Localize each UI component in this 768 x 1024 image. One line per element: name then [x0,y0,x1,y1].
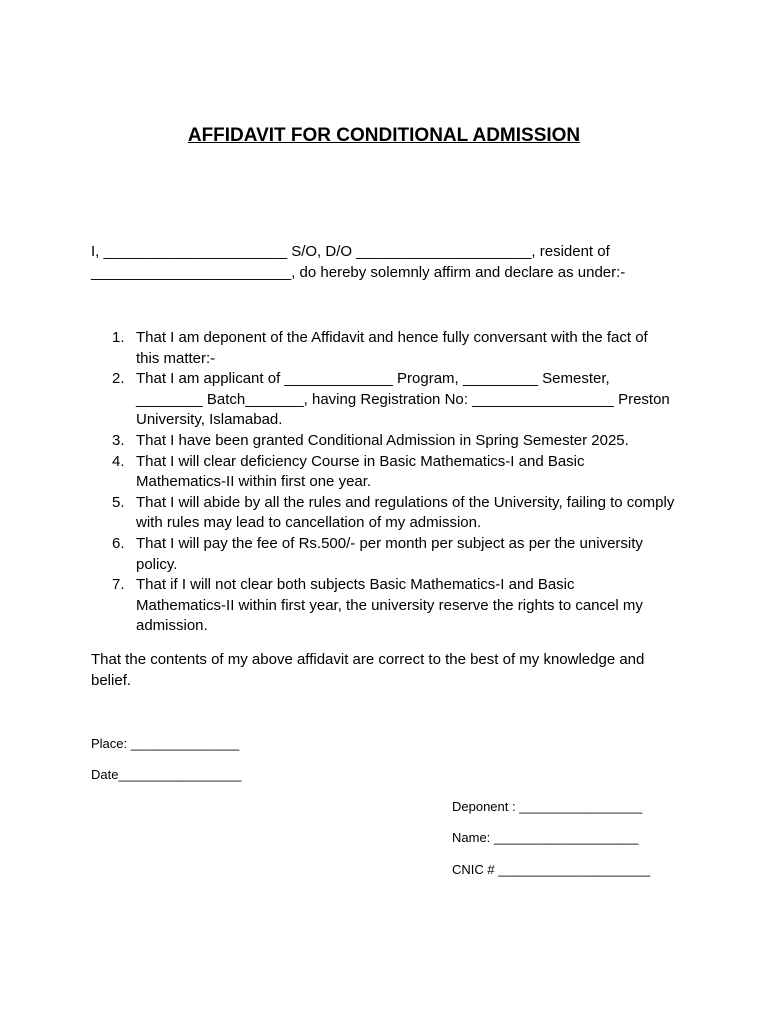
list-item-line: That I will pay the fee of Rs.500/- per month per subject as per the university [136,534,643,552]
intro-paragraph [91,241,691,283]
declaration-list [91,328,691,637]
list-item-line: That I am applicant of _____________ Program, _________ Semester, [136,370,610,388]
list-item-line: Mathematics-II within first year, the university reserve the rights to cancel my [136,596,643,614]
list-item-line: Mathematics-II within first one year. [136,473,372,491]
list-item-line: with rules may lead to cancellation of my admission. [136,514,482,532]
list-item [91,493,691,534]
list-item-line: admission. [136,617,208,635]
list-item-line: policy. [136,555,178,573]
closing-line: belief. [91,672,132,689]
list-item-number: 1. [112,329,125,346]
list-item-line: this matter:- [136,349,216,367]
list-item-number: 5. [112,493,125,511]
date-field: Date_________________ [91,767,242,782]
list-item-line: University, Islamabad. [136,411,283,429]
intro-line: I, ______________________ S/O, D/O _____________________, resident of [91,243,610,260]
list-item-number: 2. [112,370,125,388]
closing-paragraph [91,649,691,691]
list-item-line: That if I will not clear both subjects Basic Mathematics-I and Basic [136,576,575,594]
intro-line: ________________________, do hereby solemnly affirm and declare as under:- [91,264,626,281]
list-item-number: 6. [112,534,125,552]
list-item [91,328,691,369]
list-item [91,534,691,575]
closing-line: That the contents of my above affidavit are correct to the best of my knowledge and [91,651,645,668]
document-title: AFFIDAVIT FOR CONDITIONAL ADMISSION [187,125,581,146]
deponent-field: Deponent : _________________ [452,799,643,814]
list-item [91,452,691,493]
list-item [91,369,691,431]
list-item [91,431,691,452]
name-field: Name: ____________________ [452,830,639,845]
list-item-number: 4. [112,452,125,470]
list-item-line: That I will clear deficiency Course in Basic Mathematics-I and Basic [136,452,585,470]
list-item-line: That I have been granted Conditional Admission in Spring Semester 2025. [136,431,629,449]
list-item-number: 7. [112,576,125,594]
list-item-line: ________ Batch_______, having Registration No: _________________ Preston [136,390,670,408]
list-item-line: That I will abide by all the rules and regulations of the University, failing to comply [136,493,675,511]
list-item [91,575,691,637]
cnic-field: CNIC # _____________________ [452,862,651,877]
list-item-number: 3. [112,431,125,449]
list-item-line: That I am deponent of the Affidavit and hence fully conversant with the fact of [136,329,648,346]
place-field: Place: _______________ [91,736,240,751]
